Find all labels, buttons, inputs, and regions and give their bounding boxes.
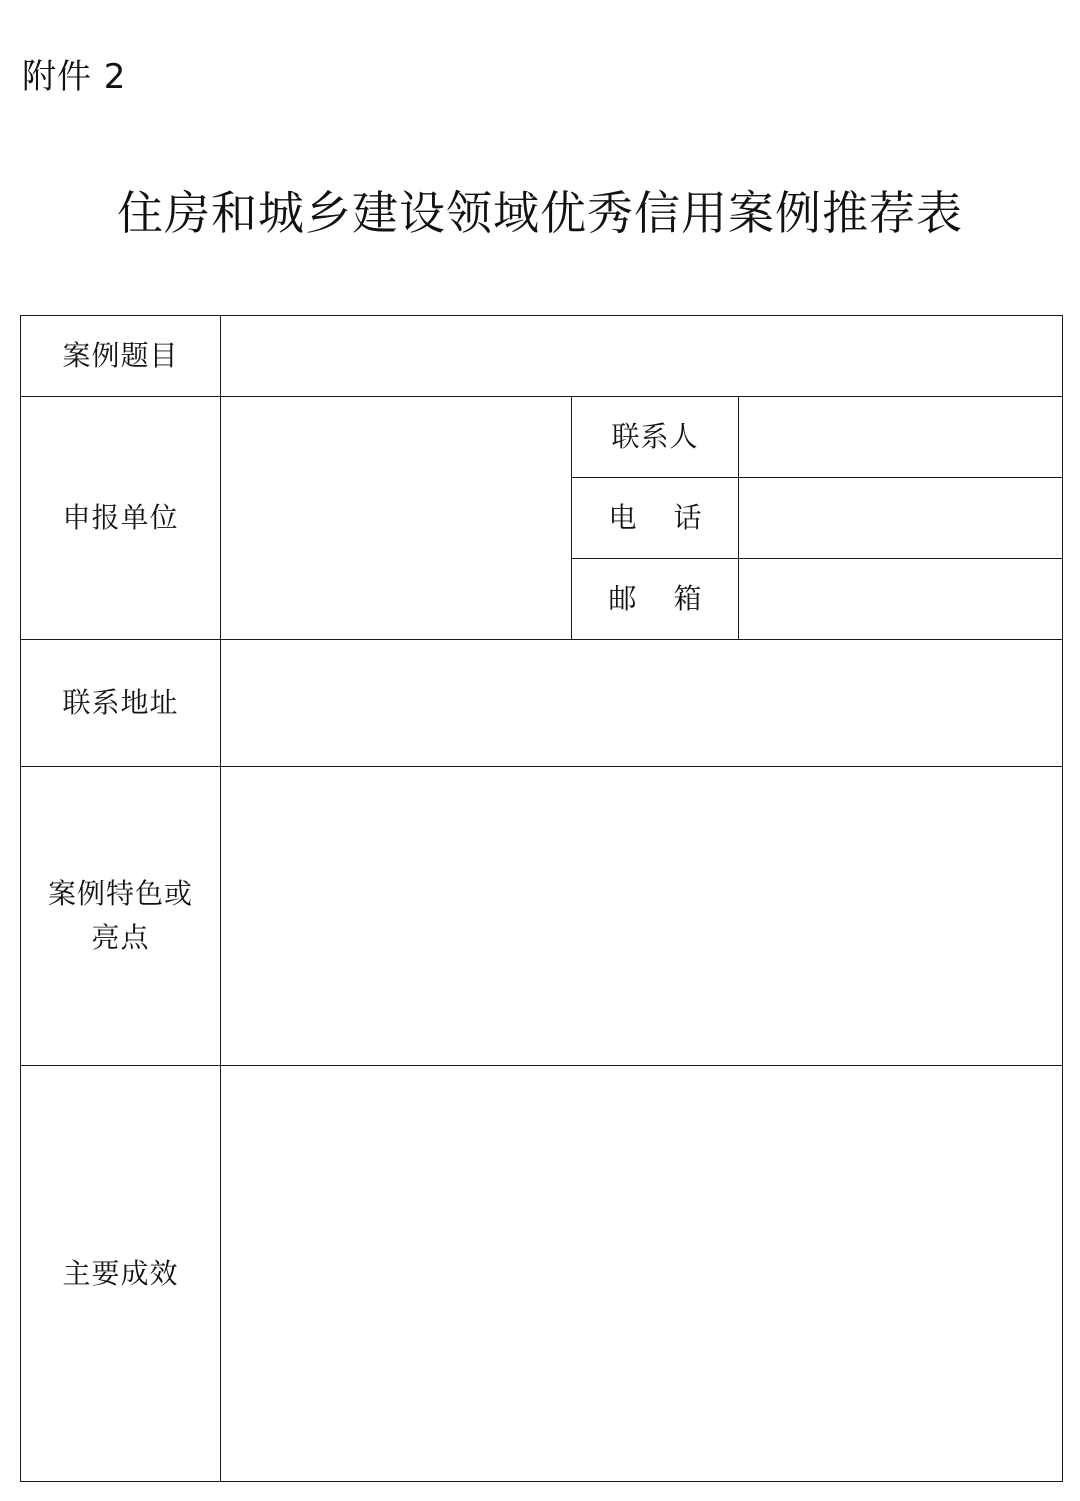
phone-label: 电 话 (572, 478, 739, 559)
case-title-field[interactable] (221, 316, 1063, 397)
contact-person-field[interactable] (739, 397, 1063, 478)
phone-field[interactable] (739, 478, 1063, 559)
applicant-label: 申报单位 (21, 397, 221, 640)
address-label: 联系地址 (21, 640, 221, 767)
applicant-field[interactable] (221, 397, 572, 640)
features-field[interactable] (221, 767, 1063, 1066)
results-label: 主要成效 (21, 1066, 221, 1482)
address-field[interactable] (221, 640, 1063, 767)
results-field[interactable] (221, 1066, 1063, 1482)
row-address (21, 640, 1063, 767)
row-applicant (21, 397, 1063, 478)
contact-person-label: 联系人 (572, 397, 739, 478)
attachment-label: 附件 2 (22, 57, 127, 97)
recommendation-form-table (20, 315, 1063, 1482)
email-field[interactable] (739, 559, 1063, 640)
row-case-title (21, 316, 1063, 397)
row-results (21, 1066, 1063, 1482)
case-title-label: 案例题目 (21, 316, 221, 397)
features-label-cell (21, 767, 221, 1066)
email-label: 邮 箱 (572, 559, 739, 640)
document-title: 住房和城乡建设领域优秀信用案例推荐表 (117, 186, 963, 240)
features-label: 案例特色或亮点 (47, 877, 193, 954)
row-features (21, 767, 1063, 1066)
